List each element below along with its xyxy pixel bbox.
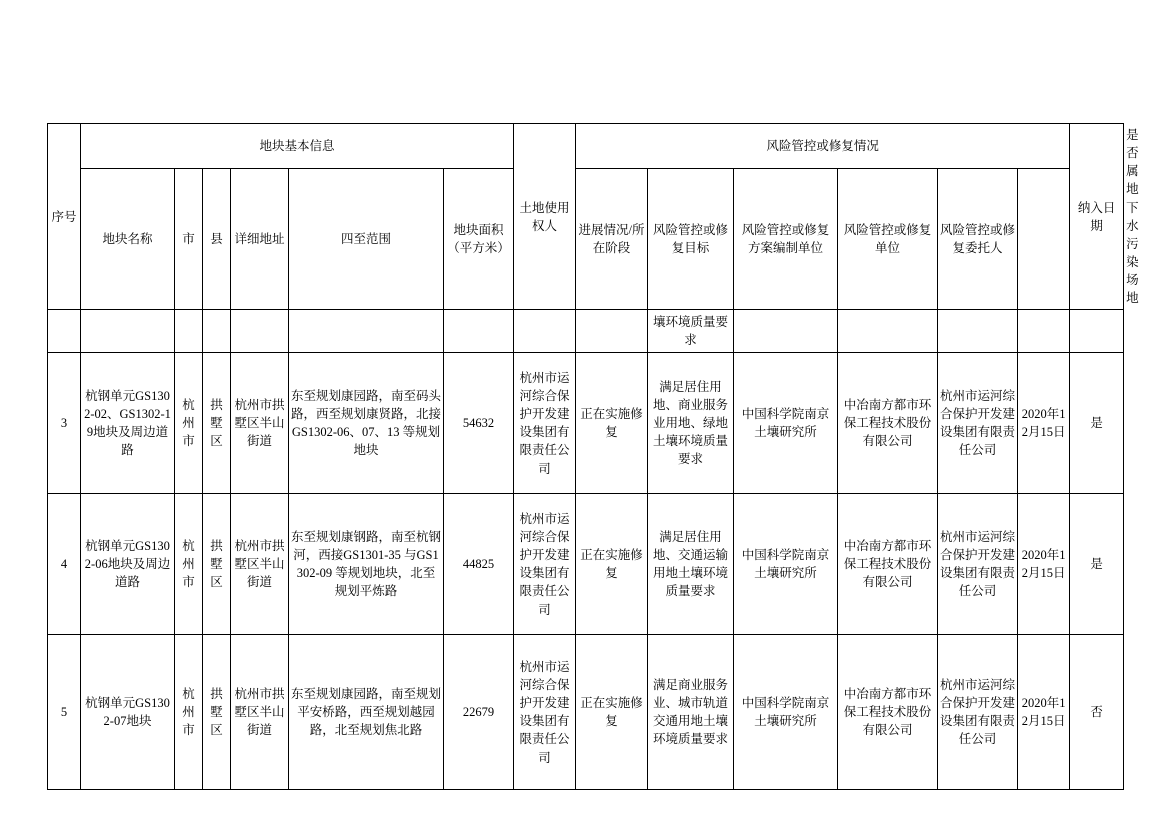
cell-owner: 杭州市运河综合保护开发建设集团有限责任公司 [514, 635, 576, 790]
continuation-repair-unit [838, 310, 938, 353]
continuation-name [81, 310, 175, 353]
cell-goal: 满足居住用地、商业服务业用地、绿地土壤环境质量要求 [648, 353, 734, 494]
cell-stage: 正在实施修复 [576, 494, 648, 635]
cell-address: 杭州市拱墅区半山街道 [231, 494, 289, 635]
cell-date: 2020年12月15日 [1018, 494, 1070, 635]
cell-plan-unit: 中国科学院南京土壤研究所 [734, 353, 838, 494]
cell-date: 2020年12月15日 [1018, 353, 1070, 494]
cell-area: 22679 [444, 635, 514, 790]
cell-groundwater: 是 [1070, 353, 1124, 494]
continuation-scope [289, 310, 444, 353]
header-address: 详细地址 [231, 169, 289, 310]
continuation-groundwater [1070, 310, 1124, 353]
continuation-plan-unit [734, 310, 838, 353]
header-entrust: 风险管控或修复委托人 [938, 169, 1018, 310]
cell-goal: 满足商业服务业、城市轨道交通用地土壤环境质量要求 [648, 635, 734, 790]
table-header-group-row: 序号 地块基本信息 土地使用权人 风险管控或修复情况 纳入日期 是否属地下水污染场地 [48, 124, 1124, 169]
continuation-owner [514, 310, 576, 353]
cell-repair-unit: 中冶南方都市环保工程技术股份有限公司 [838, 353, 938, 494]
continuation-date [1018, 310, 1070, 353]
table-header-column-row [48, 169, 1124, 310]
header-county: 县 [203, 169, 231, 310]
header-city: 市 [175, 169, 203, 310]
cell-plan-unit: 中国科学院南京土壤研究所 [734, 494, 838, 635]
cell-city: 杭州市 [175, 353, 203, 494]
header-stage: 进展情况/所在阶段 [576, 169, 648, 310]
continuation-county [203, 310, 231, 353]
cell-plan-unit: 中国科学院南京土壤研究所 [734, 635, 838, 790]
table-row [48, 494, 1124, 635]
cell-repair-unit: 中冶南方都市环保工程技术股份有限公司 [838, 494, 938, 635]
cell-date: 2020年12月15日 [1018, 635, 1070, 790]
cell-address: 杭州市拱墅区半山街道 [231, 635, 289, 790]
header-plan-unit: 风险管控或修复方案编制单位 [734, 169, 838, 310]
cell-address: 杭州市拱墅区半山街道 [231, 353, 289, 494]
cell-parcel-name: 杭钢单元GS1302-06地块及周边道路 [81, 494, 175, 635]
header-scope: 四至范围 [289, 169, 444, 310]
header-group-basic: 地块基本信息 [81, 124, 514, 169]
continuation-area [444, 310, 514, 353]
header-parcel-name: 地块名称 [81, 169, 175, 310]
table-container [47, 123, 1139, 790]
continuation-goal: 壤环境质量要求 [648, 310, 734, 353]
table-row [48, 635, 1124, 790]
cell-repair-unit: 中冶南方都市环保工程技术股份有限公司 [838, 635, 938, 790]
cell-entrust: 杭州市运河综合保护开发建设集团有限责任公司 [938, 353, 1018, 494]
cell-goal: 满足居住用地、交通运输用地土壤环境质量要求 [648, 494, 734, 635]
cell-city: 杭州市 [175, 635, 203, 790]
cell-stage: 正在实施修复 [576, 635, 648, 790]
cell-scope: 东至规划康钢路，南至杭钢河，西接GS1301-35 与GS1302-09 等规划地块，北至规划平炼路 [289, 494, 444, 635]
cell-entrust: 杭州市运河综合保护开发建设集团有限责任公司 [938, 635, 1018, 790]
cell-county: 拱墅区 [203, 494, 231, 635]
header-group-risk: 风险管控或修复情况 [576, 124, 1070, 169]
header-date: 纳入日期 [1070, 124, 1124, 310]
header-repair-unit: 风险管控或修复单位 [838, 169, 938, 310]
cell-groundwater: 否 [1070, 635, 1124, 790]
header-area: 地块面积（平方米） [444, 169, 514, 310]
cell-scope: 东至规划康园路，南至规划平安桥路，西至规划越园路，北至规划焦北路 [289, 635, 444, 790]
cell-seq: 5 [48, 635, 81, 790]
continuation-address [231, 310, 289, 353]
cell-seq: 4 [48, 494, 81, 635]
header-goal: 风险管控或修复目标 [648, 169, 734, 310]
cell-county: 拱墅区 [203, 635, 231, 790]
continuation-entrust [938, 310, 1018, 353]
continuation-stage [576, 310, 648, 353]
cell-seq: 3 [48, 353, 81, 494]
cell-owner: 杭州市运河综合保护开发建设集团有限责任公司 [514, 494, 576, 635]
cell-parcel-name: 杭钢单元GS1302-07地块 [81, 635, 175, 790]
header-owner: 土地使用权人 [514, 124, 576, 310]
table-row [48, 353, 1124, 494]
cell-owner: 杭州市运河综合保护开发建设集团有限责任公司 [514, 353, 576, 494]
cell-scope: 东至规划康园路，南至码头路，西至规划康贤路，北接 GS1302-06、07、13 等规划地块 [289, 353, 444, 494]
header-seq: 序号 [48, 124, 81, 310]
header-continuation-row [48, 310, 1124, 353]
cell-stage: 正在实施修复 [576, 353, 648, 494]
land-parcel-table [47, 123, 1139, 790]
cell-parcel-name: 杭钢单元GS1302-02、GS1302-19地块及周边道路 [81, 353, 175, 494]
cell-groundwater: 是 [1070, 494, 1124, 635]
cell-area: 54632 [444, 353, 514, 494]
cell-county: 拱墅区 [203, 353, 231, 494]
continuation-city [175, 310, 203, 353]
continuation-seq [48, 310, 81, 353]
cell-entrust: 杭州市运河综合保护开发建设集团有限责任公司 [938, 494, 1018, 635]
cell-area: 44825 [444, 494, 514, 635]
cell-city: 杭州市 [175, 494, 203, 635]
